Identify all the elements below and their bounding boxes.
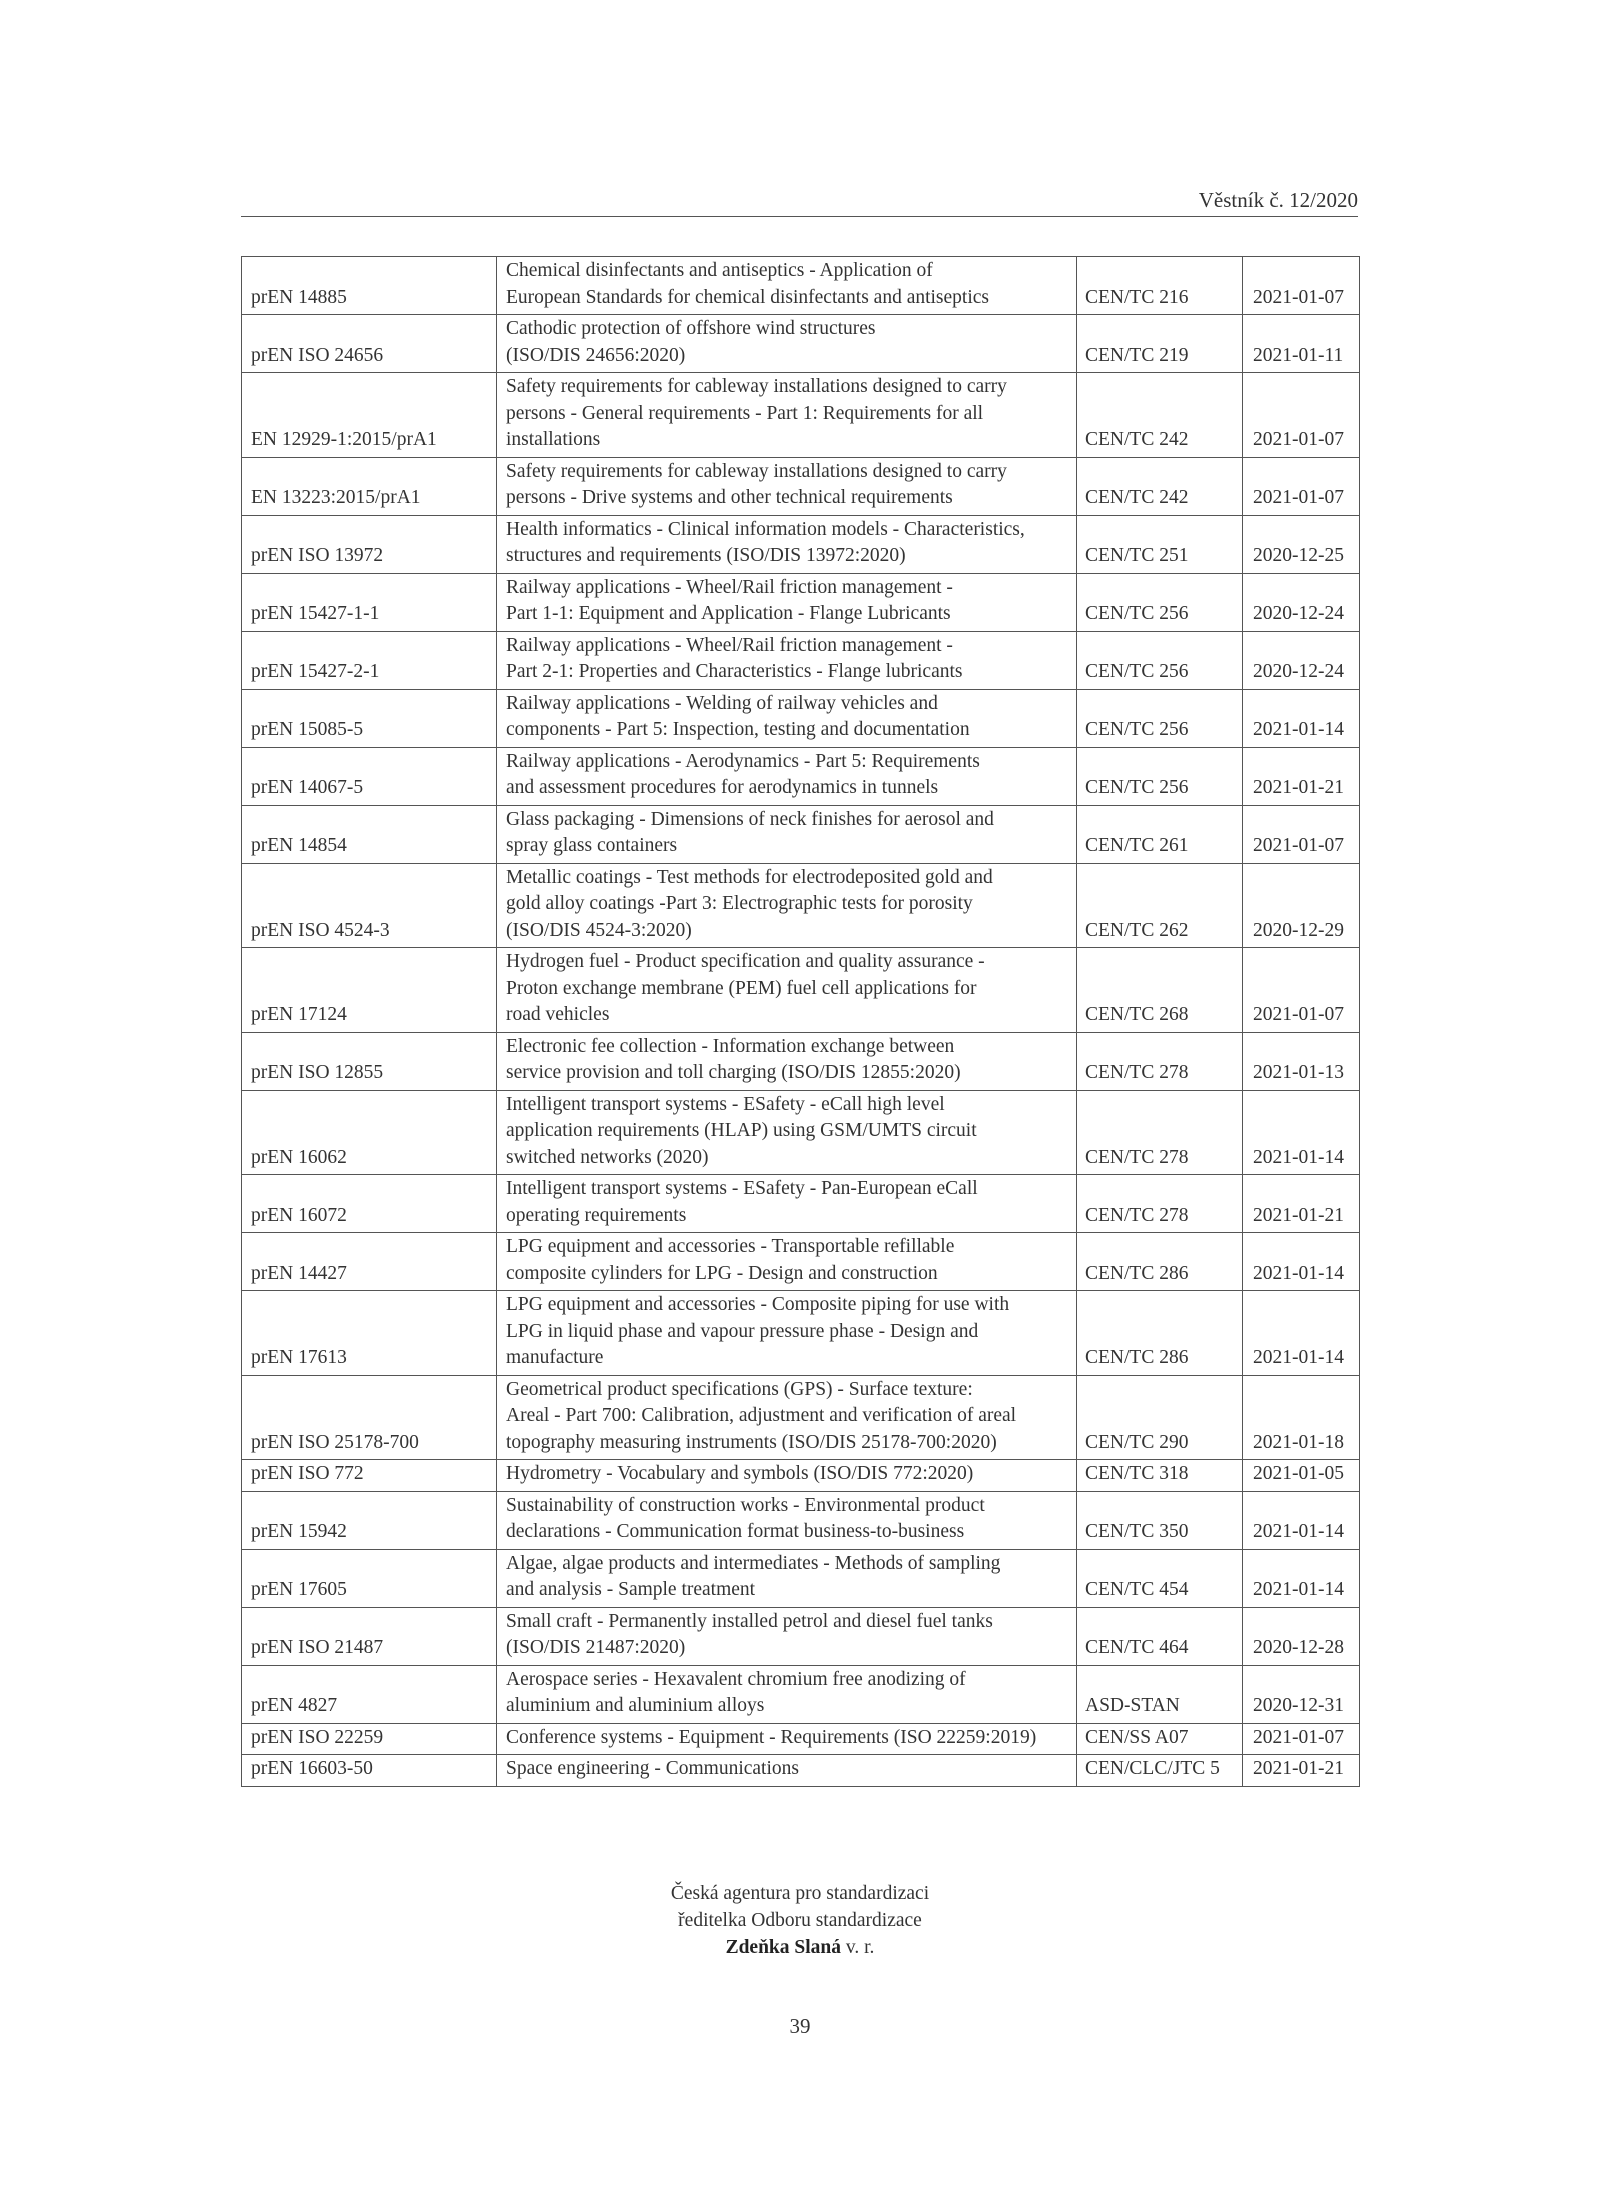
standard-title-line: spray glass containers (506, 835, 678, 856)
technical-committee: CEN/TC 286 (1077, 1233, 1243, 1291)
standard-title-line: Part 2-1: Properties and Characteristics - Flange lubricants (506, 661, 963, 682)
technical-committee: CEN/TC 286 (1077, 1291, 1243, 1376)
comment-deadline-date: 2020-12-24 (1243, 631, 1360, 689)
standard-designation: prEN ISO 22259 (242, 1723, 497, 1755)
standard-title-line: structures and requirements (ISO/DIS 13972:2020) (506, 545, 906, 566)
standard-title-line: and assessment procedures for aerodynamics in tunnels (506, 777, 939, 798)
technical-committee: CEN/TC 290 (1077, 1375, 1243, 1460)
table-row (242, 515, 1360, 573)
standard-title (497, 1491, 1077, 1549)
standard-title (497, 1175, 1077, 1233)
standard-title-line: Metallic coatings - Test methods for electrodeposited gold and (506, 866, 993, 888)
standard-designation: prEN 17605 (242, 1549, 497, 1607)
comment-deadline-date: 2020-12-31 (1243, 1665, 1360, 1723)
standard-title (497, 747, 1077, 805)
standard-title-line: declarations - Communication format business-to-business (506, 1521, 965, 1542)
standard-designation: prEN 15942 (242, 1491, 497, 1549)
table-row (242, 1233, 1360, 1291)
standard-title-line: components - Part 5: Inspection, testing and documentation (506, 719, 970, 740)
standard-title-line: application requirements (HLAP) using GSM/UMTS circuit (506, 1120, 977, 1141)
technical-committee: CEN/TC 278 (1077, 1032, 1243, 1090)
standard-title (497, 315, 1077, 373)
standard-designation: prEN 14885 (242, 257, 497, 315)
standard-title-line: European Standards for chemical disinfectants and antiseptics (506, 286, 990, 308)
technical-committee: CEN/TC 464 (1077, 1607, 1243, 1665)
table-row (242, 1549, 1360, 1607)
standard-title (497, 573, 1077, 631)
standard-title (497, 1755, 1077, 1787)
technical-committee: CEN/TC 256 (1077, 747, 1243, 805)
table-row (242, 948, 1360, 1033)
standard-title-line: Space engineering - Communications (506, 1758, 799, 1779)
standard-title-line: LPG equipment and accessories - Composite piping for use with (506, 1294, 1010, 1315)
standard-designation: prEN 15427-1-1 (242, 573, 497, 631)
standard-designation: prEN 15085-5 (242, 689, 497, 747)
comment-deadline-date: 2020-12-28 (1243, 1607, 1360, 1665)
comment-deadline-date: 2021-01-07 (1243, 257, 1360, 315)
standard-title-line: topography measuring instruments (ISO/DIS 25178-700:2020) (506, 1431, 997, 1453)
table-row (242, 1090, 1360, 1175)
signatory-name: Zdeňka Slaná (725, 1937, 842, 1958)
standard-designation: prEN 16072 (242, 1175, 497, 1233)
comment-deadline-date: 2021-01-07 (1243, 1723, 1360, 1755)
table-row (242, 863, 1360, 948)
technical-committee: CEN/TC 242 (1077, 373, 1243, 458)
technical-committee: CEN/TC 216 (1077, 257, 1243, 315)
standard-title (497, 1607, 1077, 1665)
comment-deadline-date: 2021-01-21 (1243, 747, 1360, 805)
comment-deadline-date: 2021-01-07 (1243, 373, 1360, 458)
technical-committee: ASD-STAN (1077, 1665, 1243, 1723)
comment-deadline-date: 2021-01-05 (1243, 1460, 1360, 1492)
standard-title-line: Railway applications - Aerodynamics - Part 5: Requirements (506, 750, 980, 772)
table-row (242, 1665, 1360, 1723)
technical-committee: CEN/TC 262 (1077, 863, 1243, 948)
standard-designation: prEN ISO 13972 (242, 515, 497, 573)
technical-committee: CEN/TC 454 (1077, 1549, 1243, 1607)
standard-title-line: Aerospace series - Hexavalent chromium free anodizing of (506, 1668, 966, 1690)
comment-deadline-date: 2021-01-14 (1243, 1233, 1360, 1291)
standard-title-line: switched networks (2020) (506, 1146, 709, 1168)
comment-deadline-date: 2021-01-07 (1243, 948, 1360, 1033)
standard-title (497, 631, 1077, 689)
technical-committee: CEN/TC 219 (1077, 315, 1243, 373)
comment-deadline-date: 2020-12-25 (1243, 515, 1360, 573)
comment-deadline-date: 2021-01-14 (1243, 1291, 1360, 1376)
standard-title-line: Geometrical product specifications (GPS) - Surface texture: (506, 1378, 973, 1400)
table-row (242, 573, 1360, 631)
standard-title-line: Railway applications - Wheel/Rail friction management - (506, 634, 953, 656)
standard-title (497, 1375, 1077, 1460)
table-row (242, 257, 1360, 315)
standard-title-line: gold alloy coatings -Part 3: Electrographic tests for porosity (506, 893, 973, 914)
standard-title (497, 805, 1077, 863)
standard-designation: prEN ISO 12855 (242, 1032, 497, 1090)
standard-title (497, 863, 1077, 948)
standard-title (497, 1032, 1077, 1090)
table-row (242, 1175, 1360, 1233)
standard-title-line: (ISO/DIS 21487:2020) (506, 1637, 686, 1658)
standard-title-line: road vehicles (506, 1004, 610, 1025)
standard-title-line: Sustainability of construction works - Environmental product (506, 1494, 985, 1516)
technical-committee: CEN/TC 256 (1077, 631, 1243, 689)
table-row (242, 631, 1360, 689)
comment-deadline-date: 2021-01-14 (1243, 689, 1360, 747)
standard-title-line: Areal - Part 700: Calibration, adjustment and verification of areal (506, 1405, 1017, 1426)
standard-designation: EN 12929-1:2015/prA1 (242, 373, 497, 458)
standard-title (497, 257, 1077, 315)
comment-deadline-date: 2021-01-11 (1243, 315, 1360, 373)
standard-title-line: service provision and toll charging (ISO/DIS 12855:2020) (506, 1062, 961, 1083)
standard-title (497, 1460, 1077, 1492)
comment-deadline-date: 2020-12-29 (1243, 863, 1360, 948)
standard-title (497, 457, 1077, 515)
standard-title (497, 1723, 1077, 1755)
standards-table-body (242, 257, 1360, 1787)
table-row (242, 805, 1360, 863)
standard-title (497, 515, 1077, 573)
comment-deadline-date: 2021-01-07 (1243, 457, 1360, 515)
comment-deadline-date: 2020-12-24 (1243, 573, 1360, 631)
standard-designation: prEN 14067-5 (242, 747, 497, 805)
standard-title (497, 1233, 1077, 1291)
technical-committee: CEN/SS A07 (1077, 1723, 1243, 1755)
comment-deadline-date: 2021-01-13 (1243, 1032, 1360, 1090)
technical-committee: CEN/TC 251 (1077, 515, 1243, 573)
signature-name-line (0, 1934, 1600, 1961)
standards-table (241, 256, 1360, 1787)
standard-title-line: persons - General requirements - Part 1: Requirements for all (506, 402, 984, 424)
standard-designation: prEN 14854 (242, 805, 497, 863)
standard-title-line: Cathodic protection of offshore wind structures (506, 318, 876, 339)
standard-title-line: Safety requirements for cableway installations designed to carry (506, 376, 1007, 397)
table-row (242, 1607, 1360, 1665)
standard-title-line: aluminium and aluminium alloys (506, 1695, 765, 1716)
signature-position: ředitelka Odboru standardizace (678, 1910, 922, 1931)
technical-committee: CEN/TC 318 (1077, 1460, 1243, 1492)
standard-title-line: composite cylinders for LPG - Design and construction (506, 1262, 938, 1284)
technical-committee: CEN/TC 256 (1077, 689, 1243, 747)
standard-designation: prEN 15427-2-1 (242, 631, 497, 689)
standard-title-line: LPG in liquid phase and vapour pressure phase - Design and (506, 1320, 979, 1342)
standard-title-line: Safety requirements for cableway installations designed to carry (506, 460, 1007, 482)
signature-suffix: v. r. (841, 1937, 875, 1958)
standard-title-line: Electronic fee collection - Information exchange between (506, 1035, 955, 1057)
standard-designation: prEN 17124 (242, 948, 497, 1033)
signature-organization: Česká agentura pro standardizaci (670, 1883, 930, 1904)
standard-title-line: installations (506, 429, 601, 450)
standard-title-line: Railway applications - Welding of railway vehicles and (506, 692, 938, 714)
standard-title (497, 689, 1077, 747)
page-header (241, 186, 1358, 217)
technical-committee: CEN/TC 242 (1077, 457, 1243, 515)
standard-title (497, 373, 1077, 458)
standard-title-line: Small craft - Permanently installed petrol and diesel fuel tanks (506, 1610, 993, 1632)
standard-designation: prEN 14427 (242, 1233, 497, 1291)
standard-title-line: LPG equipment and accessories - Transportable refillable (506, 1236, 955, 1257)
standard-designation: prEN ISO 4524-3 (242, 863, 497, 948)
table-row (242, 1755, 1360, 1787)
standard-title-line: Hydrogen fuel - Product specification and quality assurance - (506, 951, 985, 972)
standard-title-line: manufacture (506, 1347, 604, 1368)
standard-title-line: persons - Drive systems and other technical requirements (506, 487, 953, 508)
standard-title-line: Conference systems - Equipment - Requirements (ISO 22259:2019) (506, 1726, 1037, 1748)
comment-deadline-date: 2021-01-18 (1243, 1375, 1360, 1460)
standard-title (497, 1090, 1077, 1175)
table-row (242, 373, 1360, 458)
standard-title-line: and analysis - Sample treatment (506, 1579, 756, 1600)
standard-title-line: Intelligent transport systems - ESafety - eCall high level (506, 1093, 945, 1115)
standard-title-line: Part 1-1: Equipment and Application - Flange Lubricants (506, 603, 951, 624)
standard-designation: prEN ISO 21487 (242, 1607, 497, 1665)
technical-committee: CEN/TC 278 (1077, 1175, 1243, 1233)
page-number: 39 (789, 2014, 811, 2038)
standard-title (497, 948, 1077, 1033)
standard-title (497, 1665, 1077, 1723)
table-row (242, 315, 1360, 373)
technical-committee: CEN/TC 278 (1077, 1090, 1243, 1175)
journal-issue-title: Věstník č. 12/2020 (1198, 188, 1358, 212)
comment-deadline-date: 2021-01-14 (1243, 1491, 1360, 1549)
standard-title-line: (ISO/DIS 24656:2020) (506, 344, 686, 366)
standard-designation: prEN ISO 24656 (242, 315, 497, 373)
table-row (242, 1491, 1360, 1549)
standard-title-line: (ISO/DIS 4524-3:2020) (506, 919, 692, 941)
standard-designation: prEN 16603-50 (242, 1755, 497, 1787)
technical-committee: CEN/TC 256 (1077, 573, 1243, 631)
standard-title-line: Intelligent transport systems - ESafety - Pan-European eCall (506, 1178, 978, 1199)
standard-designation: prEN 4827 (242, 1665, 497, 1723)
standard-title-line: Algae, algae products and intermediates - Methods of sampling (506, 1552, 1001, 1574)
standard-designation: prEN 17613 (242, 1291, 497, 1376)
technical-committee: CEN/TC 350 (1077, 1491, 1243, 1549)
technical-committee: CEN/CLC/JTC 5 (1077, 1755, 1243, 1787)
comment-deadline-date: 2021-01-21 (1243, 1755, 1360, 1787)
standard-title-line: Railway applications - Wheel/Rail friction management - (506, 576, 953, 598)
standard-title-line: Hydrometry - Vocabulary and symbols (ISO/DIS 772:2020) (506, 1463, 974, 1484)
standard-designation: prEN ISO 772 (242, 1460, 497, 1492)
standard-title-line: Health informatics - Clinical information models - Characteristics, (506, 518, 1025, 540)
standard-designation: EN 13223:2015/prA1 (242, 457, 497, 515)
comment-deadline-date: 2021-01-14 (1243, 1090, 1360, 1175)
table-row (242, 1291, 1360, 1376)
table-row (242, 1375, 1360, 1460)
standard-title-line: operating requirements (506, 1204, 687, 1226)
table-row (242, 1723, 1360, 1755)
table-row (242, 689, 1360, 747)
comment-deadline-date: 2021-01-07 (1243, 805, 1360, 863)
table-row (242, 1460, 1360, 1492)
table-row (242, 457, 1360, 515)
comment-deadline-date: 2021-01-14 (1243, 1549, 1360, 1607)
standard-designation: prEN 16062 (242, 1090, 497, 1175)
technical-committee: CEN/TC 268 (1077, 948, 1243, 1033)
standard-title-line: Chemical disinfectants and antiseptics - Application of (506, 260, 933, 281)
standard-title-line: Proton exchange membrane (PEM) fuel cell applications for (506, 977, 977, 999)
technical-committee: CEN/TC 261 (1077, 805, 1243, 863)
standard-designation: prEN ISO 25178-700 (242, 1375, 497, 1460)
standard-title-line: Glass packaging - Dimensions of neck finishes for aerosol and (506, 808, 994, 830)
signature-block (0, 1880, 1600, 1961)
comment-deadline-date: 2021-01-21 (1243, 1175, 1360, 1233)
table-row (242, 747, 1360, 805)
standard-title (497, 1549, 1077, 1607)
table-row (242, 1032, 1360, 1090)
standard-title (497, 1291, 1077, 1376)
